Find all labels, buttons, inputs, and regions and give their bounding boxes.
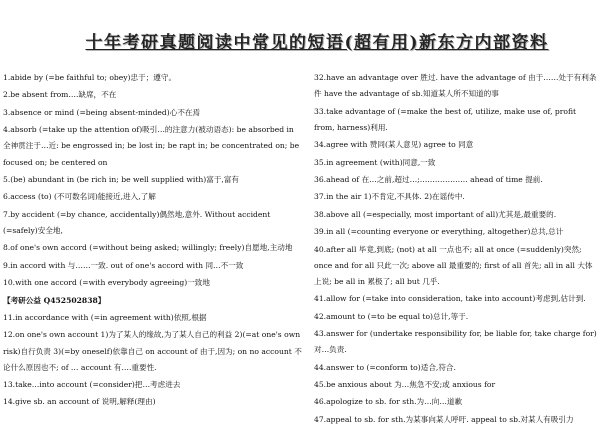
phrase-entry: 33.take advantage of (=make the best of, utilize, make use of, profit from, harness)利用. — [314, 106, 577, 132]
phrase-entry: 3.absence or mind (=being absent-minded)心不在焉 — [3, 107, 201, 117]
phrase-entry: 45.be anxious about 为…焦急不安;或 anxious for — [314, 380, 496, 390]
phrase-entry: 13.take…into account (=consider)把…考虑进去 — [3, 380, 181, 390]
phrase-entry: 5.(be) abundant in (be rich in; be well supplied with)富于,富有 — [3, 174, 240, 184]
phrase-entry: 8.of one's own accord (=without being asked; willingly; freely)自愿地,主动地 — [3, 243, 293, 253]
phrase-entry: 1.abide by (=be faithful to; obey)忠于；遵守。 — [3, 73, 177, 82]
phrase-entry: 36.ahead of 在…之前,超过…;………………. ahead of time 提前. — [314, 174, 543, 184]
phrase-entry: 39.in all (=counting everyone or everything, altogether)总共,总计 — [314, 227, 564, 237]
phrase-entry: 37.in the air 1)不肯定,不具体. 2)在谣传中. — [314, 192, 465, 202]
phrase-entry: 46.apologize to sb. for sth.为…向…道歉 — [314, 397, 463, 407]
phrase-entry: 6.access (to) (不可数名词)能接近,进入,了解 — [3, 192, 156, 202]
phrase-entry: 14.give sb. an account of 说明,解释(理由) — [3, 397, 156, 407]
phrase-entry: 42.amount to (=to be equal to)总计,等于. — [314, 311, 469, 321]
phrase-entry: 11.in accordance with (=in agreement with)依照,根据 — [3, 312, 207, 322]
left-column — [3, 70, 302, 412]
phrase-entry: 41.allow for (=take into consideration, take into account)考虑到,估计到. — [314, 294, 586, 304]
phrase-entry: 2.be absent from….缺席，不在 — [3, 90, 117, 100]
phrase-entry: 9.in accord with 与……一致. out of one's accord with 同…不一致 — [3, 260, 244, 270]
phrase-entry: 38.above all (=especially, most important of all)尤其是,最重要的. — [314, 209, 557, 219]
phrase-entry: 10.with one accord (=with everybody agreeing)一致地 — [3, 278, 210, 288]
phrase-entry: 7.by accident (=by chance, accidentally)偶然地,意外. Without accident (=safely)安全地, — [3, 209, 271, 235]
phrase-entry: 12.on one's own account 1)为了某人的缘故,为了某人自己的利益 2)(=at one's own risk)自行负责 3)(=by oneself)依靠自己 on account of 由于,因为; on no account 不论什么原因也不; of … account 有….重要性. — [3, 330, 302, 372]
phrase-entry: 35.in agreement (with)同意,一致 — [314, 157, 436, 167]
right-column — [314, 70, 598, 429]
phrase-entry: 44.answer to (=conform to)适合,符合. — [314, 362, 456, 372]
phrase-entry: 43.answer for (undertake responsibility for, be liable for, take charge for)对…负责. — [314, 329, 597, 355]
contact-note: 【考研公益 Q452502838】 — [3, 295, 106, 305]
phrase-entry: 32.have an advantage over 胜过. have the advantage of 由于……处于有利条件 have the advantage of sb.知道某人所不知道的事 — [314, 73, 597, 99]
phrase-entry: 40.after all 毕竟,到底; (not) at all 一点也不; all at once (=suddenly)突然; once and for all 只此一次; above all 最重要的; first of all 首先; all in all 大体上说; be all in 累极了; all but 几乎. — [314, 244, 593, 286]
phrase-entry: 47.appeal to sb. for sth.为某事向某人呼吁. appeal to sb.对某人有吸引力 — [314, 414, 574, 424]
document-title: 十年考研真题阅读中常见的短语(超有用)新东方内部资料 — [85, 33, 549, 53]
phrase-entry: 4.absorb (=take up the attention of)吸引…的注意力(被动语态): be absorbed in 全神贯注于…近: be engrossed in; be lost in; be rapt in; be concentrated on; be focused on; be centered on — [3, 125, 300, 167]
phrase-entry: 34.agree with 赞同(某人意见) agree to 同意 — [314, 140, 474, 150]
